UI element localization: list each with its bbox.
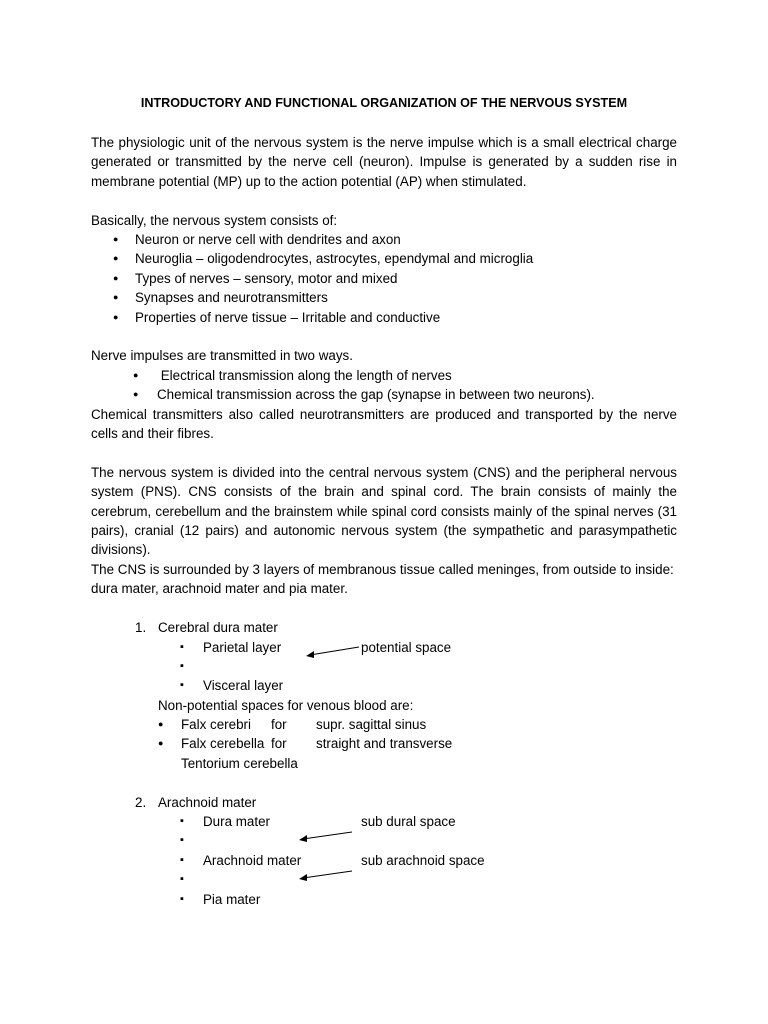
layer-label: ▪ Dura mater — [203, 814, 270, 830]
document-title: INTRODUCTORY AND FUNCTIONAL ORGANIZATION OF THE NERVOUS SYSTEM — [140, 96, 628, 110]
cns-paragraph: The nervous system is divided into the central nervous system (CNS) and the peripheral nervous system (PNS). CNS consists of the brain and spinal cord. The brain consists of mainly the cerebrum, cerebellum and the brainstem while spinal cord consists mainly of the spinal nerves (31 pairs), cranial (12 pairs) and autonomic nervous system (the sympathetic and parasympathetic divisions). — [91, 464, 677, 558]
chemical-paragraph: Chemical transmitters also called neurotransmitters are produced and transported by the nerve cells and their fibres. — [91, 406, 677, 442]
section-number: 1. — [135, 620, 147, 636]
layer-item — [91, 638, 677, 657]
layer-item — [91, 676, 677, 695]
falx-name: ● Falx cerebella — [181, 736, 265, 752]
section-title: Cerebral dura mater — [158, 620, 278, 636]
list-item: ● Electrical transmission along the length of nerves — [91, 366, 677, 385]
falx-sinus: supr. sagittal sinus — [316, 717, 427, 733]
section-number: 2. — [135, 794, 147, 810]
list-item: ● Neuroglia – oligodendrocytes, astrocytes, ependymal and microglia — [91, 249, 677, 268]
section-1-heading — [91, 618, 677, 637]
list-item: ● Chemical transmission across the gap (synapse in between two neurons). — [91, 385, 677, 404]
layer-item — [91, 890, 677, 909]
layer-label: ▪ Visceral layer — [203, 678, 284, 694]
list-item: ● Types of nerves – sensory, motor and mixed — [91, 269, 677, 288]
document-page — [91, 94, 677, 909]
consists-list — [91, 230, 677, 327]
space-label: sub arachnoid space — [361, 852, 485, 868]
intro-paragraph: The physiologic unit of the nervous system is the nerve impulse which is a small electrical charge generated or transmitted by the nerve cell (neuron). Impulse is generated by a sudden rise in membrane potential (MP) up to the action potential (AP) when stimulated. — [91, 135, 677, 189]
falx-item — [91, 734, 677, 753]
layer-item — [91, 812, 677, 831]
meninges-paragraph: The CNS is surrounded by 3 layers of membranous tissue called meninges, from outside to inside: dura mater, arachnoid mater and pia mater. — [91, 561, 674, 597]
falx-for: for — [271, 717, 287, 733]
section-title: Arachnoid mater — [158, 794, 257, 810]
list-item: ● Properties of nerve tissue – Irritable and conductive — [91, 308, 677, 327]
space-label: sub dural space — [361, 814, 456, 830]
layer-label: ▪ Arachnoid mater — [203, 852, 302, 868]
transmit-list — [91, 366, 677, 405]
falx-name: ● Falx cerebri — [181, 717, 251, 733]
layer-label: ▪ Parietal layer — [203, 639, 282, 655]
tentorium-line: Tentorium cerebella — [181, 755, 298, 771]
falx-sinus: straight and transverse — [316, 736, 453, 752]
nonpotential-lead: Non-potential spaces for venous blood are: — [158, 697, 414, 713]
falx-for: for — [271, 736, 287, 752]
layer-item-empty — [91, 657, 677, 676]
transmit-lead: Nerve impulses are transmitted in two ways. — [91, 348, 353, 364]
space-label: potential space — [361, 639, 452, 655]
falx-item — [91, 715, 677, 734]
layer-item — [91, 851, 677, 870]
list-item: ● Synapses and neurotransmitters — [91, 288, 677, 307]
section-2-heading — [91, 793, 677, 812]
layer-item-empty — [91, 831, 677, 850]
arrow-icon — [297, 831, 357, 845]
list-item: ● Neuron or nerve cell with dendrites and axon — [91, 230, 677, 249]
layer-label: ▪ Pia mater — [203, 891, 261, 907]
consists-lead: Basically, the nervous system consists of: — [91, 212, 338, 228]
layer-item-empty — [91, 870, 677, 889]
arrow-icon — [297, 870, 357, 884]
